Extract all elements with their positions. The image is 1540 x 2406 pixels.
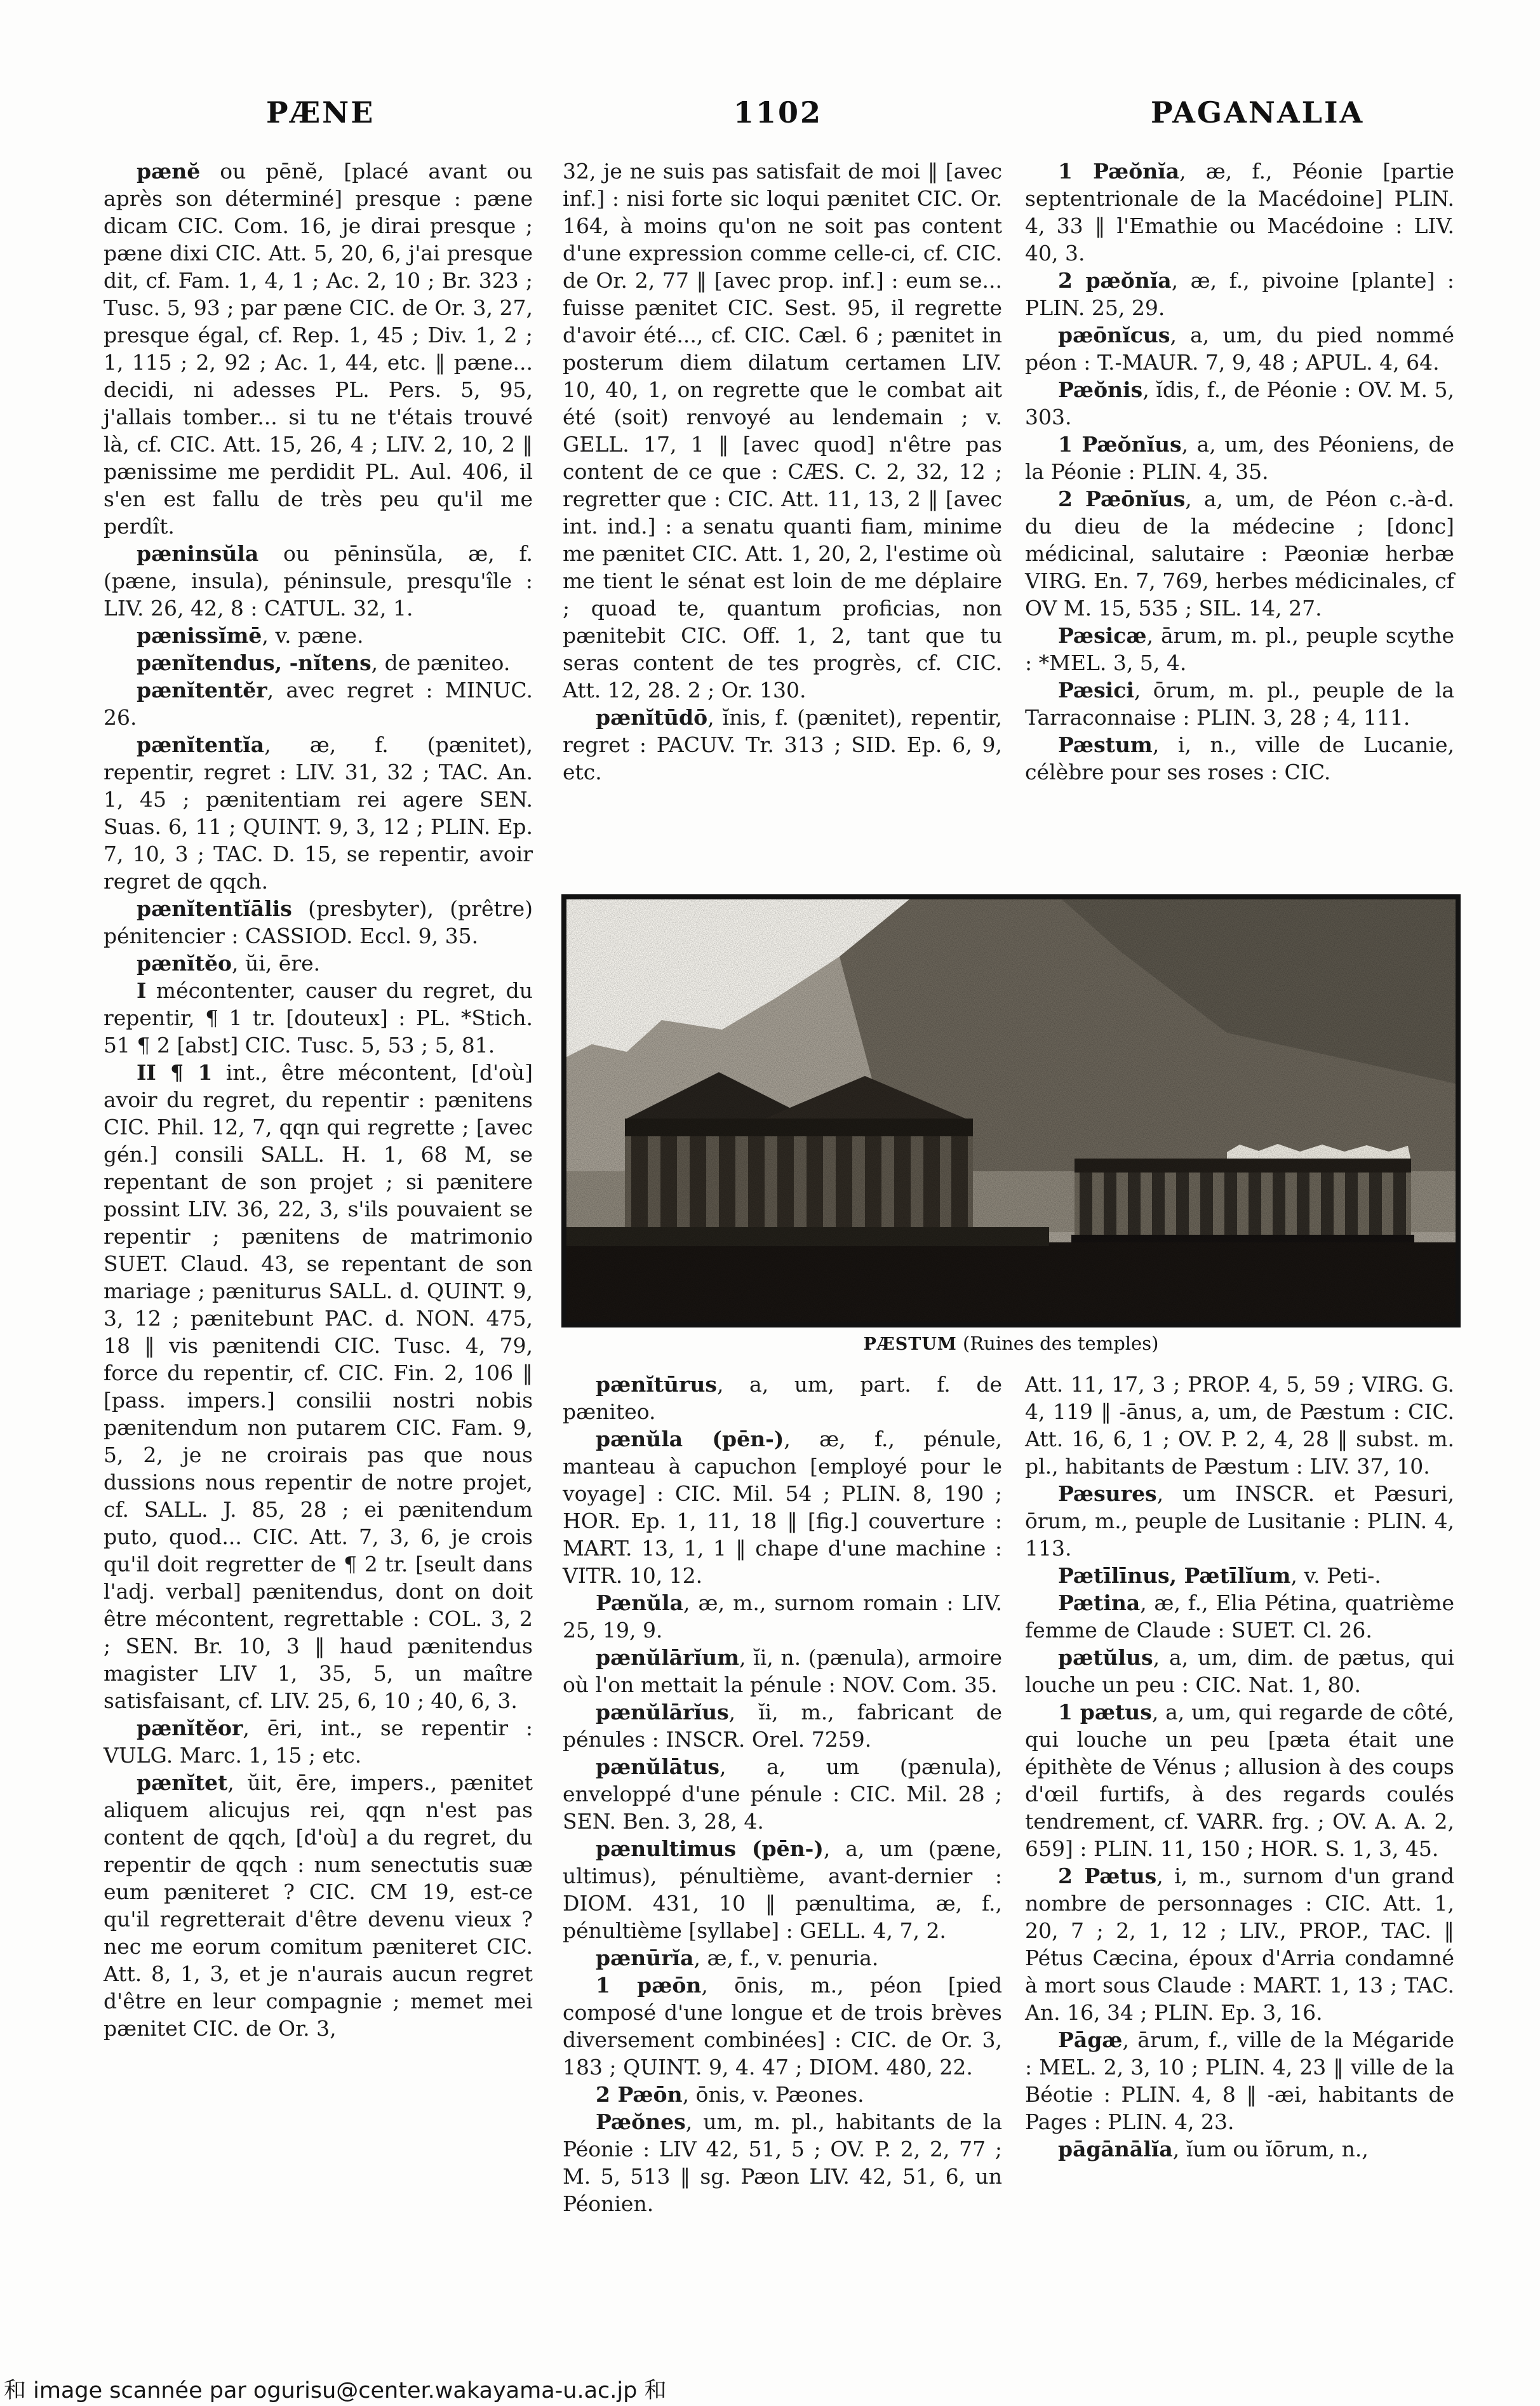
- dictionary-entry: [104, 622, 533, 649]
- dictionary-entry: [563, 704, 1002, 786]
- dictionary-entry: [104, 1769, 533, 2042]
- entry-text: 32, je ne suis pas satisfait de moi ‖ [avec inf.] : nisi forte sic loqui pænitet CIC. Or. 164, à moins qu'on ne soit pas content d'une expression comme celle-ci, cf. CIC. de Or. 2, 77 ‖ [avec prop. inf.] : eum se... fuisse pænitet CIC. Sest. 95, il regrette d'avoir été..., cf. CIC. Cæl. 6 ; pænitet in posterum diem dilatum certamen LIV. 10, 40, 1, on regrette que le combat ait été (soit) renvoyé au lendemain ; v. GELL. 17, 1 ‖ [avec quod] n'être pas content de ce que : CÆS. C. 2, 32, 12 ; regretter que : CIC. Att. 11, 13, 2 ‖ [avec int. ind.] : a senatu quanti fiam, minime me pænitet CIC. Att. 1, 20, 2, l'estime où me tient le sénat est loin de me déplaire ; quoad te, quantum proficias, non pænitebit CIC. Off. 1, 2, tant que tu seras content de tes progrès, cf. CIC. Att. 12, 28. 2 ; Or. 130.: [563, 159, 1002, 702]
- column-2-upper: [563, 158, 1002, 786]
- dictionary-entry: [1025, 1862, 1454, 2026]
- dictionary-entry: [1025, 1698, 1454, 1862]
- column-2-lower: [563, 1371, 1002, 2217]
- dictionary-entry: [1025, 158, 1454, 267]
- dictionary-entry: [563, 1944, 1002, 1972]
- entry-headword: pænĭtūrus: [596, 1372, 717, 1397]
- dictionary-entry: [1025, 2135, 1454, 2163]
- dictionary-entry: [563, 2108, 1002, 2217]
- entry-text: , ĭi, n. (pænula), armoire où l'on mettait la pénule : NOV. Com. 35.: [563, 1645, 1002, 1697]
- entry-headword: pāgānālĭa: [1058, 2137, 1173, 2161]
- dictionary-entry: [1025, 731, 1454, 786]
- entry-headword: Pæsures: [1058, 1481, 1157, 1506]
- dictionary-entry: [1025, 485, 1454, 622]
- entry-text: , æ, f., v. penuria.: [693, 1946, 879, 1970]
- entry-headword: pænŭlārĭum: [596, 1645, 739, 1670]
- entry-text: , a, um, dim. de pætus, qui louche un peu : CIC. Nat. 1, 80.: [1025, 1645, 1454, 1697]
- dictionary-entry: [563, 2081, 1002, 2108]
- dictionary-entry: [1025, 1480, 1454, 1562]
- column-3-upper: [1025, 158, 1454, 786]
- dictionary-entry: [1025, 321, 1454, 376]
- dictionary-entry: [563, 1589, 1002, 1644]
- entry-text: , ŭit, ēre, impers., pænitet aliquem alicujus rei, qqn n'est pas content de qqch, [d'où] a du regret, du repentir de qqch : num senectutis suæ eum pæniteret ? CIC. CM 19, est-ce qu'il regretterait d'être devenu vieux ? nec me eorum comitum pæniteret CIC. Att. 8, 1, 3, et je n'aurais aucun regret d'être en leur compagnie ; memet mei pænitet CIC. de Or. 3,: [104, 1770, 533, 2041]
- paestum-photo: [561, 894, 1461, 1327]
- dictionary-entry: [563, 158, 1002, 704]
- entry-text: , ŭi, ēre.: [232, 951, 321, 976]
- figure-caption: [561, 1333, 1461, 1354]
- entry-text: , ōrum, m. pl., peuple de la Tarraconnaise : PLIN. 3, 28 ; 4, 111.: [1025, 678, 1454, 730]
- entry-headword: Pæsici: [1058, 678, 1134, 702]
- entry-headword: 1 Pæŏnĭa: [1058, 159, 1180, 184]
- entry-text: , æ, f., Elia Pétina, quatrième femme de Claude : SUET. Cl. 26.: [1025, 1590, 1454, 1643]
- entry-text: , æ, m., surnom romain : LIV. 25, 19, 9.: [563, 1590, 1002, 1643]
- dictionary-entry: [1025, 1644, 1454, 1698]
- entry-headword: Pæŏnis: [1058, 377, 1143, 402]
- entry-headword: pænissĭmē: [137, 623, 262, 648]
- entry-text: , æ, f., pénule, manteau à capuchon [employé pour le voyage] : CIC. Mil. 54 ; PLIN. 8, 190 ; HOR. Ep. 1, 11, 18 ‖ [fig.] couverture : MART. 13, 1, 1 ‖ chape d'une machine : VITR. 10, 12.: [563, 1427, 1002, 1588]
- entry-headword: pætŭlus: [1058, 1645, 1153, 1670]
- entry-text: , um INSCR. et Pæsuri, ōrum, m., peuple de Lusitanie : PLIN. 4, 113.: [1025, 1481, 1454, 1561]
- dictionary-entry: [104, 895, 533, 950]
- entry-text: , de pæniteo.: [371, 650, 511, 675]
- entry-headword: pænĭtentĭālis: [137, 896, 292, 921]
- entry-text: ou pēnĕ, [placé avant ou après son déterminé] presque : pæne dicam CIC. Com. 16, je dirai presque ; pæne dixi CIC. Att. 5, 20, 6, j'ai presque dit, cf. Fam. 1, 4, 1 ; Ac. 2, 10 ; Br. 323 ; Tusc. 5, 93 ; par pæne CIC. de Or. 3, 27, presque égal, cf. Rep. 1, 45 ; Div. 1, 2 ; 1, 115 ; 2, 92 ; Ac. 1, 44, etc. ‖ pæne... decidi, ni adesses PL. Pers. 5, 95, j'allais tomber... si tu ne t'étais trouvé là, cf. CIC. Att. 15, 26, 4 ; LIV. 2, 10, 2 ‖ pænissime me perdidit PL. Aul. 406, il s'en est fallu de très peu qu'il me perdît.: [104, 159, 533, 539]
- entry-headword: pænŭlātus: [596, 1754, 720, 1779]
- dictionary-entry: [104, 1714, 533, 1769]
- entry-text: , ōnis, v. Pæones.: [682, 2082, 864, 2107]
- entry-text: , æ, f., Péonie [partie septentrionale de la Macédoine] PLIN. 4, 33 ‖ l'Emathie ou Macédoine : LIV. 40, 3.: [1025, 159, 1454, 265]
- dictionary-entry: [563, 1425, 1002, 1589]
- entry-headword: pænĕ: [137, 159, 201, 184]
- dictionary-entry: [1025, 2026, 1454, 2135]
- dictionary-entry: [563, 1698, 1002, 1753]
- dictionary-entry: [1025, 267, 1454, 321]
- entry-headword: pænĭtentĕr: [137, 678, 267, 702]
- entry-headword: 1 pæōn: [596, 1973, 702, 1998]
- entry-headword: pæōnĭcus: [1058, 323, 1170, 347]
- entry-headword: 2 pæŏnĭa: [1058, 268, 1172, 293]
- entry-text: , v. Peti-.: [1290, 1563, 1381, 1588]
- entry-text: , a, um, qui regarde de côté, qui louche un peu [pæta était une épithète de Vénus ; allusion à des coups d'œil furtifs, à des regards coulés tendrement, cf. VARR. frg. ; OV. A. A. 2, 659] : PLIN. 11, 150 ; HOR. S. 1, 3, 45.: [1025, 1700, 1454, 1861]
- dictionary-entry: [104, 676, 533, 731]
- dictionary-entry: [104, 977, 533, 1059]
- entry-headword: Pætina: [1058, 1590, 1141, 1615]
- entry-headword: 2 Pæōn: [596, 2082, 683, 2107]
- entry-headword: I: [137, 978, 147, 1003]
- dictionary-entry: [563, 1753, 1002, 1835]
- dictionary-entry: [563, 1371, 1002, 1425]
- dictionary-entry: [1025, 1562, 1454, 1589]
- entry-headword: pænĭtūdō: [596, 705, 708, 730]
- entry-headword: 1 Pæŏnĭus: [1058, 432, 1182, 457]
- dictionary-entry: [1025, 676, 1454, 731]
- entry-text: , um, m. pl., habitants de la Péonie : LIV 42, 51, 5 ; OV. P. 2, 2, 77 ; M. 5, 513 ‖ sg. Pæon LIV. 42, 51, 6, un Péonien.: [563, 2109, 1002, 2216]
- dictionary-entry: [104, 731, 533, 895]
- figure-caption-text: (Ruines des temples): [956, 1333, 1159, 1354]
- entry-text: , ēri, int., se repentir : VULG. Marc. 1, 15 ; etc.: [104, 1716, 533, 1768]
- entry-headword: Pætīlīnus, Pætīlĭum: [1058, 1563, 1291, 1588]
- entry-text: , ĭi, m., fabricant de pénules : INSCR. Orel. 7259.: [563, 1700, 1002, 1752]
- entry-text: , a, um (pænula), enveloppé d'une pénule : CIC. Mil. 28 ; SEN. Ben. 3, 28, 4.: [563, 1754, 1002, 1834]
- entry-text: ou pēninsŭla, æ, f. (pæne, insula), péninsule, presqu'île : LIV. 26, 42, 8 : CATUL. 32, 1.: [104, 541, 533, 621]
- entry-headword: Pænŭla: [596, 1590, 684, 1615]
- paestum-photo-art: [566, 899, 1456, 1322]
- entry-text: , ōnis, m., péon [pied composé d'une longue et de trois brèves diversement combinées] : CIC. de Or. 3, 183 ; QUINT. 9, 4. 47 ; DIOM. 480, 22.: [563, 1973, 1002, 2080]
- running-head-right: PAGANALIA: [1151, 95, 1365, 130]
- entry-headword: 2 Pætus: [1058, 1864, 1157, 1888]
- entry-headword: pænĭtĕo: [137, 951, 232, 976]
- entry-headword: Pæsicæ: [1058, 623, 1147, 648]
- dictionary-entry: [1025, 431, 1454, 485]
- figure-caption-title: PÆSTUM: [863, 1334, 957, 1354]
- dictionary-entry: [563, 1644, 1002, 1698]
- dictionary-entry: [1025, 376, 1454, 431]
- entry-headword: pænultimus (pēn-): [596, 1836, 824, 1861]
- entry-text: , a, um (pæne, ultimus), pénultième, avant-dernier : DIOM. 431, 10 ‖ pænultima, æ, f., pénultième [syllabe] : GELL. 4, 7, 2.: [563, 1836, 1002, 1943]
- dictionary-entry: [104, 158, 533, 540]
- dictionary-entry: [1025, 1371, 1454, 1480]
- photo-grain: [566, 899, 1456, 1322]
- entry-headword: II ¶ 1: [137, 1060, 213, 1085]
- dictionary-entry: [104, 649, 533, 676]
- entry-text: , ĭdis, f., de Péonie : OV. M. 5, 303.: [1025, 377, 1454, 429]
- entry-headword: pænĭtĕor: [137, 1716, 243, 1740]
- entry-headword: Pāgæ: [1058, 2027, 1123, 2052]
- entry-text: , avec regret : MINUC. 26.: [104, 678, 533, 730]
- entry-text: , æ, f., pivoine [plante] : PLIN. 25, 29.: [1025, 268, 1455, 320]
- entry-text: , a, um, part. f. de pæniteo.: [563, 1372, 1002, 1424]
- column-1: [104, 158, 533, 2042]
- entry-text: (presbyter), (prêtre) pénitencier : CASSIOD. Eccl. 9, 35.: [104, 896, 533, 948]
- entry-headword: 2 Pæōnĭus: [1058, 487, 1186, 511]
- entry-text: , a, um, de Péon c.-à-d. du dieu de la médecine ; [donc] médicinal, salutaire : Pæoniæ herbæ VIRG. En. 7, 769, herbes médicinales, cf OV M. 15, 535 ; SIL. 14, 27.: [1025, 487, 1455, 621]
- column-3-lower: [1025, 1371, 1454, 2163]
- entry-text: , ārum, m. pl., peuple scythe : *MEL. 3, 5, 4.: [1025, 623, 1454, 675]
- entry-text: Att. 11, 17, 3 ; PROP. 4, 5, 59 ; VIRG. G. 4, 119 ‖ -ānus, a, um, de Pæstum : CIC. Att. 16, 6, 1 ; OV. P. 2, 4, 28 ‖ subst. m. pl., habitants de Pæstum : LIV. 37, 10.: [1025, 1372, 1454, 1479]
- entry-text: , v. pæne.: [262, 623, 364, 648]
- dictionary-entry: [563, 1835, 1002, 1944]
- entry-headword: pænĭtendus, -nĭtens: [137, 650, 372, 675]
- entry-text: , ārum, f., ville de la Mégaride : MEL. 2, 3, 10 ; PLIN. 4, 23 ‖ ville de la Béotie : PLIN. 4, 8 ‖ -æi, habitants de Pages : PLIN. 4, 23.: [1025, 2027, 1454, 2134]
- entry-text: , ĭnis, f. (pænitet), repentir, regret : PACUV. Tr. 313 ; SID. Ep. 6, 9, etc.: [563, 705, 1002, 784]
- entry-text: , i, n., ville de Lucanie, célèbre pour ses roses : CIC.: [1025, 732, 1454, 784]
- entry-headword: pæninsŭla: [137, 541, 259, 566]
- entry-headword: Pæstum: [1058, 732, 1153, 757]
- entry-headword: pænŭlārĭus: [596, 1700, 729, 1724]
- entry-text: mécontenter, causer du regret, du repentir, ¶ 1 tr. [douteux] : PL. *Stich. 51 ¶ 2 [abst] CIC. Tusc. 5, 53 ; 5, 81.: [104, 978, 533, 1058]
- entry-text: , a, um, du pied nommé péon : T.-MAUR. 7, 9, 48 ; APUL. 4, 64.: [1025, 323, 1454, 375]
- dictionary-entry: [104, 540, 533, 622]
- entry-headword: Pæŏnes: [596, 2109, 686, 2134]
- entry-headword: pænŭla (pēn-): [596, 1427, 784, 1451]
- entry-headword: pænūrĭa: [596, 1946, 694, 1970]
- scan-watermark: 和 image scannée par ogurisu@center.wakayama-u.ac.jp 和: [4, 2378, 667, 2403]
- entry-headword: pænĭtet: [137, 1770, 228, 1795]
- dictionary-entry: [1025, 1589, 1454, 1644]
- entry-headword: 1 pætus: [1058, 1700, 1152, 1724]
- dictionary-entry: [1025, 622, 1454, 676]
- entry-text: , æ, f. (pænitet), repentir, regret : LIV. 31, 32 ; TAC. An. 1, 45 ; pænitentiam rei agere SEN. Suas. 6, 11 ; QUINT. 9, 3, 12 ; PLIN. Ep. 7, 10, 3 ; TAC. D. 15, se repentir, avoir regret de qqch.: [104, 732, 533, 894]
- dictionary-entry: [104, 950, 533, 977]
- entry-text: , ĭum ou ĭōrum, n.,: [1172, 2137, 1369, 2161]
- entry-headword: pænĭtentĭa: [137, 732, 265, 757]
- entry-text: int., être mécontent, [d'où] avoir du regret, du repentir : pænitens CIC. Phil. 12, 7, qqn qui regrette ; [avec gén.] consili SALL. H. 1, 68 M, se repentant de son projet ; si pænitere possint LIV. 36, 22, 3, s'ils pouvaient se repentir ; pænitens de matrimonio SUET. Claud. 43, se repentant de son mariage ; pæniturus SALL. d. QUINT. 9, 3, 12 ; pænitebunt PAC. d. NON. 475, 18 ‖ vis pænitendi CIC. Tusc. 4, 79, force du repentir, cf. CIC. Fin. 2, 106 ‖ [pass. impers.] consilii nostri nobis pænitendum non putarem CIC. Fam. 9, 5, 2, je ne croirais pas que nous dussions nous repentir de notre projet, cf. SALL. J. 85, 28 ; ei pænitendum puto, quod... CIC. Att. 7, 3, 6, je crois qu'il doit regretter de ¶ 2 tr. [seult dans l'adj. verbal] pænitendus, dont on doit être mécontent, regrettable : COL. 3, 2 ; SEN. Br. 10, 3 ‖ haud pænitendus magister LIV 1, 35, 5, un maître satisfaisant, cf. LIV. 25, 6, 10 ; 40, 6, 3.: [104, 1060, 533, 1713]
- dictionary-entry: [104, 1059, 533, 1714]
- running-head-left: PÆNE: [266, 95, 375, 130]
- entry-text: , a, um, des Péoniens, de la Péonie : PLIN. 4, 35.: [1025, 432, 1454, 484]
- entry-text: , i, m., surnom d'un grand nombre de personnages : CIC. Att. 1, 20, 7 ; 2, 1, 12 ; LIV., PROP., TAC. ‖ Pétus Cæcina, époux d'Arria condamné à mort sous Claude : MART. 1, 13 ; TAC. An. 16, 34 ; PLIN. Ep. 3, 16.: [1025, 1864, 1454, 2025]
- page-number: 1102: [733, 95, 823, 130]
- dictionary-entry: [563, 1972, 1002, 2081]
